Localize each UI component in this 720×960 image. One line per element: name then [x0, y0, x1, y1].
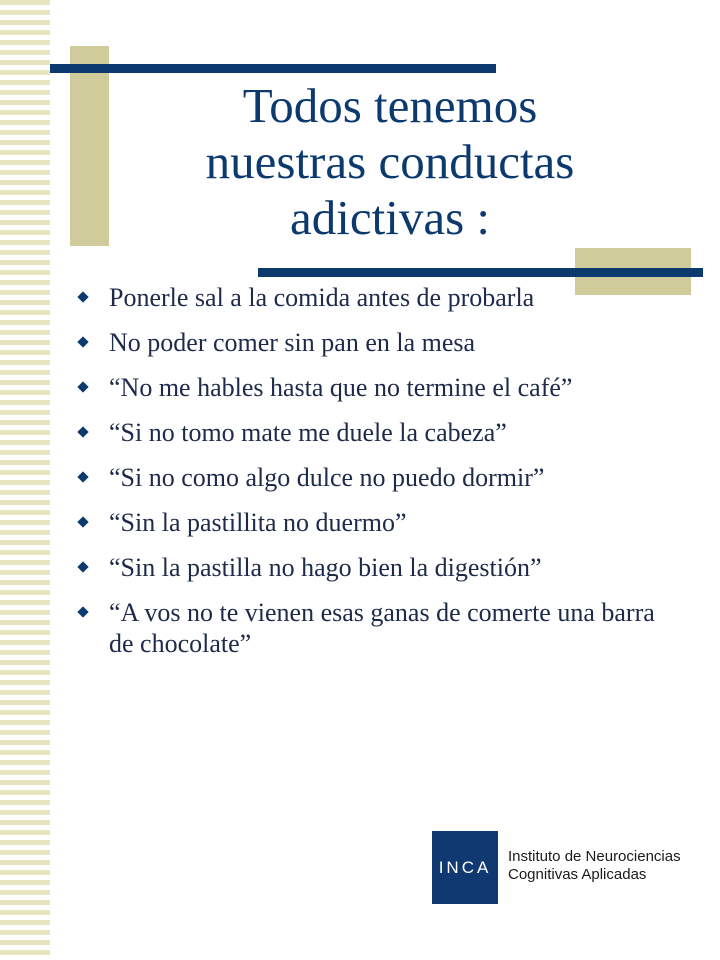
bullet-text: “Si no como algo dulce no puedo dormir” — [109, 463, 545, 492]
bullet-item — [78, 507, 678, 538]
bullet-item — [78, 597, 678, 659]
bullet-item — [78, 282, 678, 313]
bullet-list — [78, 282, 678, 673]
logo-mark: INCA — [432, 831, 498, 904]
diamond-bullet-icon — [77, 606, 88, 617]
logo-name-line: Instituto de Neurociencias — [508, 848, 681, 865]
diamond-bullet-icon — [77, 561, 88, 572]
bullet-text: No poder comer sin pan en la mesa — [109, 328, 476, 357]
decorative-bar-top — [50, 64, 496, 73]
logo-name-line: Cognitivas Aplicadas — [508, 866, 647, 883]
bullet-text: “A vos no te vienen esas ganas de comerte una barra de chocolate” — [109, 598, 655, 658]
slide-title — [120, 78, 660, 246]
diamond-bullet-icon — [77, 336, 88, 347]
diamond-bullet-icon — [77, 471, 88, 482]
logo-wordmark — [508, 848, 720, 884]
slide-title-line: Todos tenemos — [242, 78, 538, 133]
bullet-item — [78, 417, 678, 448]
decorative-block-left — [70, 46, 109, 246]
diamond-bullet-icon — [77, 381, 88, 392]
diamond-bullet-icon — [77, 426, 88, 437]
bullet-text: Ponerle sal a la comida antes de probarla — [109, 283, 535, 312]
decorative-stripes — [0, 0, 50, 960]
diamond-bullet-icon — [77, 291, 88, 302]
bullet-text: “No me hables hasta que no termine el café” — [109, 373, 573, 402]
bullet-text: “Sin la pastilla no hago bien la digestión” — [109, 553, 542, 582]
bullet-text: “Sin la pastillita no duermo” — [109, 508, 407, 537]
decorative-bar-bottom — [258, 268, 703, 277]
slide-title-line: nuestras conductas — [205, 134, 575, 189]
bullet-item — [78, 327, 678, 358]
bullet-item — [78, 372, 678, 403]
diamond-bullet-icon — [77, 516, 88, 527]
bullet-item — [78, 462, 678, 493]
bullet-text: “Si no tomo mate me duele la cabeza” — [109, 418, 507, 447]
bullet-item — [78, 552, 678, 583]
slide-title-line: adictivas : — [289, 190, 491, 245]
